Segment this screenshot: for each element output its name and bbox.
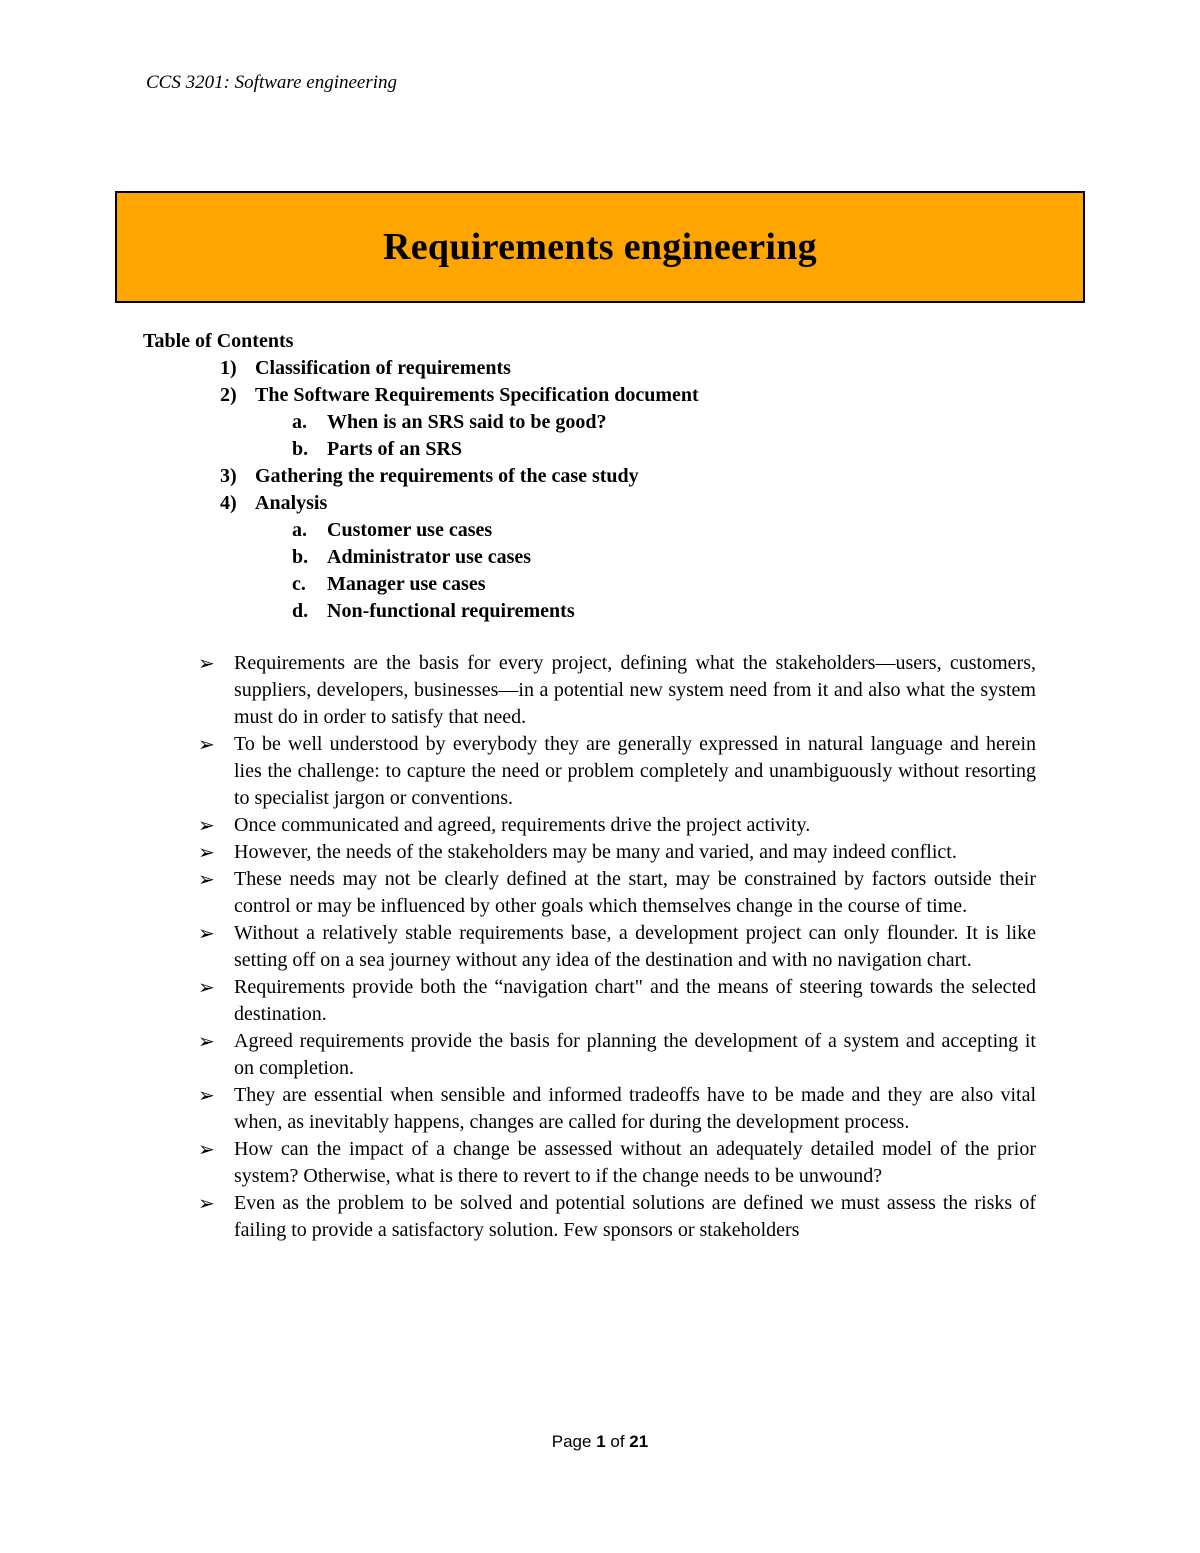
arrow-bullet-icon: ➢ (198, 1029, 215, 1053)
toc-subitem-letter: b. (292, 438, 309, 460)
arrow-bullet-icon: ➢ (198, 1083, 215, 1107)
arrow-bullet-icon: ➢ (198, 840, 215, 864)
bullet-item (198, 1136, 1036, 1190)
bullet-text: Even as the problem to be solved and potential solutions are defined we must assess the risks of failing to provide a satisfactory solution. Few sponsors or stakeholders (234, 1192, 1036, 1241)
title-banner (115, 191, 1085, 303)
bullet-text: They are essential when sensible and informed tradeoffs have to be made and they are also vital when, as inevitably happens, changes are called for during the development process. (234, 1084, 1036, 1133)
toc-item (143, 382, 1043, 409)
bullet-text: These needs may not be clearly defined at the start, may be constrained by factors outside their control or may be influenced by other goals which themselves change in the course of time. (234, 868, 1036, 917)
bullet-text: Requirements are the basis for every project, defining what the stakeholders—users, customers, suppliers, developers, businesses—in a potential new system need from it and also what the system must do in order to satisfy that need. (234, 652, 1036, 728)
toc-item (143, 490, 1043, 517)
bullet-item (198, 650, 1036, 731)
toc-subitem-label: Administrator use cases (327, 546, 532, 568)
toc-subitem-label: Manager use cases (327, 573, 486, 595)
bullet-text: How can the impact of a change be assessed without an adequately detailed model of the prior system? Otherwise, what is there to revert to if the change needs to be unwound? (234, 1138, 1036, 1187)
arrow-bullet-icon: ➢ (198, 975, 215, 999)
toc-item-label: Classification of requirements (255, 357, 511, 379)
page-footer (0, 1432, 1200, 1452)
bullet-text: Once communicated and agreed, requirements drive the project activity. (234, 814, 811, 836)
toc-item (143, 463, 1043, 490)
bullet-text: However, the needs of the stakeholders may be many and varied, and may indeed conflict. (234, 841, 957, 863)
bullet-item (198, 812, 1036, 839)
toc-subitem-letter: d. (292, 600, 309, 622)
bullet-text: To be well understood by everybody they are generally expressed in natural language and herein lies the challenge: to capture the need or problem completely and unambiguously without resorting to specialist jargon or conventions. (234, 733, 1036, 809)
bullet-item (198, 920, 1036, 974)
bullet-text: Agreed requirements provide the basis for planning the development of a system and accepting it on completion. (234, 1030, 1036, 1079)
arrow-bullet-icon: ➢ (198, 867, 215, 891)
toc-item-number: 1) (220, 357, 237, 379)
arrow-bullet-icon: ➢ (198, 921, 215, 945)
toc-subitem (143, 436, 1043, 463)
toc-item-number: 3) (220, 465, 237, 487)
bullet-item (198, 1028, 1036, 1082)
document-title: Requirements engineering (383, 226, 817, 268)
toc-item-label: Analysis (255, 492, 328, 514)
toc-subitem-label: When is an SRS said to be good? (327, 411, 607, 433)
arrow-bullet-icon: ➢ (198, 651, 215, 675)
bullet-item (198, 839, 1036, 866)
bullet-item (198, 866, 1036, 920)
toc-subitem-letter: b. (292, 546, 309, 568)
arrow-bullet-icon: ➢ (198, 1191, 215, 1215)
bullet-text: Without a relatively stable requirements base, a development project can only flounder. It is like setting off on a sea journey without any idea of the destination and with no navigation chart. (234, 922, 1036, 971)
toc-list (143, 355, 1043, 625)
bullet-item (198, 974, 1036, 1028)
toc-item (143, 355, 1043, 382)
bullet-item (198, 1082, 1036, 1136)
bullet-item (198, 731, 1036, 812)
toc-subitem (143, 409, 1043, 436)
toc-subitem (143, 598, 1043, 625)
footer-page-total: 21 (629, 1432, 649, 1451)
toc-subitem-letter: c. (292, 573, 306, 595)
bullet-text: Requirements provide both the “navigation chart" and the means of steering towards the selected destination. (234, 976, 1036, 1025)
toc-item-number: 4) (220, 492, 237, 514)
bullet-item (198, 1190, 1036, 1244)
toc-subitem-label: Parts of an SRS (327, 438, 463, 460)
toc-item-number: 2) (220, 384, 237, 406)
page-header: CCS 3201: Software engineering (146, 72, 398, 93)
footer-middle: of (605, 1432, 630, 1451)
footer-page-number: 1 (596, 1432, 606, 1451)
footer-prefix: Page (551, 1432, 597, 1451)
toc-subitem (143, 571, 1043, 598)
toc-subitem-letter: a. (292, 519, 307, 541)
toc-subitem-label: Non-functional requirements (327, 600, 575, 622)
arrow-bullet-icon: ➢ (198, 732, 215, 756)
toc-item-label: The Software Requirements Specification document (255, 384, 699, 406)
arrow-bullet-icon: ➢ (198, 813, 215, 837)
table-of-contents (143, 328, 1043, 625)
toc-subitem (143, 544, 1043, 571)
arrow-bullet-icon: ➢ (198, 1137, 215, 1161)
toc-subitem-letter: a. (292, 411, 307, 433)
toc-heading: Table of Contents (143, 330, 294, 352)
toc-subitem (143, 517, 1043, 544)
toc-subitem-label: Customer use cases (327, 519, 493, 541)
toc-item-label: Gathering the requirements of the case study (255, 465, 639, 487)
bullet-list (198, 650, 1036, 1244)
